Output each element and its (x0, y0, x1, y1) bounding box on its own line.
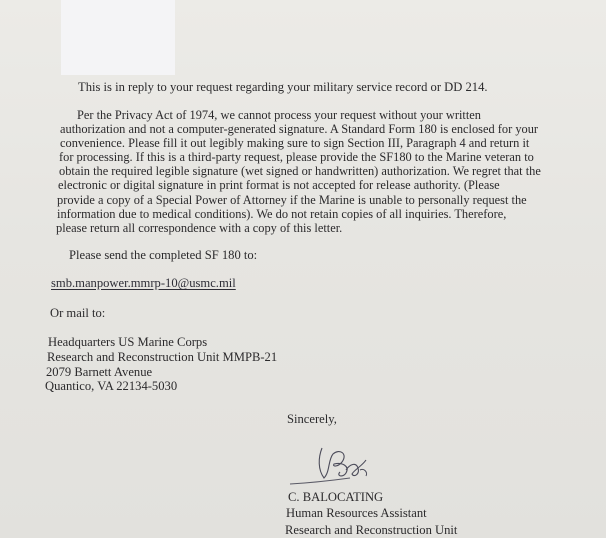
closing-text: Sincerely, (287, 412, 337, 426)
body-line: for processing. If this is a third-party request, please provide the SF180 to the Marine veteran to (59, 150, 534, 165)
address-line: Quantico, VA 22134-5030 (45, 379, 178, 394)
handwritten-signature (288, 440, 388, 490)
signer-unit: Research and Reconstruction Unit (285, 522, 458, 537)
signer-title: Human Resources Assistant (286, 506, 427, 521)
body-line: information due to medical conditions). We do not retain copies of all inquiries. Therefore, (57, 206, 507, 221)
body-line: provide a copy of a Special Power of Attorney if the Marine is unable to personally request the (57, 192, 527, 207)
mailing-address (45, 335, 277, 394)
body-line: convenience. Please fill it out legibly making sure to sign Section III, Paragraph 4 and return it (60, 136, 530, 151)
address-line: Headquarters US Marine Corps (48, 335, 208, 349)
redacted-area (61, 0, 175, 75)
address-line: Research and Reconstruction Unit MMPB-21 (47, 349, 278, 364)
mail-intro: Or mail to: (50, 306, 106, 320)
body-line: Per the Privacy Act of 1974, we cannot process your request without your written (77, 108, 481, 122)
signer-block (285, 489, 457, 538)
signer-name: C. BALOCATING (288, 490, 384, 504)
send-instruction: Please send the completed SF 180 to: (69, 248, 258, 262)
address-line: 2079 Barnett Avenue (46, 364, 153, 379)
body-line: authorization and not a computer-generated signature. A Standard Form 180 is enclosed for your (60, 122, 539, 137)
body-line: please return all correspondence with a copy of this letter. (56, 220, 343, 235)
body-line: obtain the required legible signature (wet signed or handwritten) authorization. We regret that the (59, 164, 541, 179)
intro-text: This is in reply to your request regarding your military service record or DD 214. (78, 80, 488, 94)
body-line: electronic or digital signature in print format is not accepted for release authority. (Please (58, 178, 500, 193)
email-link[interactable]: smb.manpower.mmrp-10@usmc.mil (51, 276, 236, 290)
body-paragraph (56, 108, 556, 235)
